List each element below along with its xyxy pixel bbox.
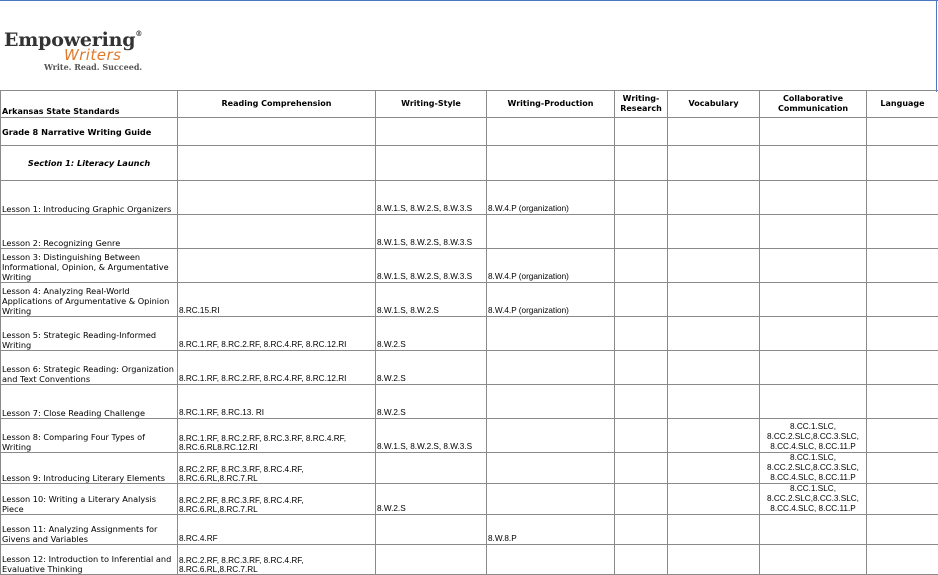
research-standards xyxy=(615,283,668,317)
reading-standards: 8.RC.15.RI xyxy=(178,283,376,317)
style-standards: 8.W.2.S xyxy=(376,351,487,385)
production-standards xyxy=(487,545,615,575)
reading-standards xyxy=(178,215,376,249)
production-standards xyxy=(487,453,615,484)
lesson-label: Lesson 6: Strategic Reading: Organization and Text Conventions xyxy=(1,351,178,385)
style-standards xyxy=(376,515,487,545)
research-standards xyxy=(615,515,668,545)
lesson-label: Lesson 10: Writing a Literary Analysis Piece xyxy=(1,484,178,515)
language-standards xyxy=(867,385,938,419)
table-row xyxy=(1,215,938,249)
research-standards xyxy=(615,249,668,283)
research-standards xyxy=(615,317,668,351)
header-row xyxy=(1,91,938,118)
table-row xyxy=(1,181,938,215)
lesson-label: Lesson 1: Introducing Graphic Organizers xyxy=(1,181,178,215)
research-standards xyxy=(615,351,668,385)
header-writing-production: Writing-Production xyxy=(487,91,615,118)
reading-standards: 8.RC.1.RF, 8.RC.13. RI xyxy=(178,385,376,419)
table-row xyxy=(1,385,938,419)
logo-sub: Writers xyxy=(64,46,122,64)
collab-standards xyxy=(760,515,867,545)
lesson-label: Lesson 8: Comparing Four Types of Writing xyxy=(1,419,178,453)
production-standards xyxy=(487,317,615,351)
style-standards: 8.W.1.S, 8.W.2.S, 8.W.3.S xyxy=(376,419,487,453)
style-standards xyxy=(376,453,487,484)
standards-table xyxy=(0,90,938,575)
guide-title: Grade 8 Narrative Writing Guide xyxy=(1,118,178,146)
collab-standards xyxy=(760,215,867,249)
table-row xyxy=(1,419,938,453)
research-standards xyxy=(615,545,668,575)
collab-standards xyxy=(760,317,867,351)
production-standards xyxy=(487,385,615,419)
style-standards xyxy=(376,545,487,575)
section-row xyxy=(1,146,938,181)
style-standards: 8.W.2.S xyxy=(376,317,487,351)
reading-standards: 8.RC.1.RF, 8.RC.2.RF, 8.RC.4.RF, 8.RC.12.RI xyxy=(178,351,376,385)
lesson-label: Lesson 5: Strategic Reading-Informed Writing xyxy=(1,317,178,351)
collab-standards xyxy=(760,181,867,215)
reading-standards xyxy=(178,249,376,283)
reading-standards: 8.RC.4.RF xyxy=(178,515,376,545)
page-header xyxy=(0,1,938,89)
production-standards xyxy=(487,215,615,249)
vocabulary-standards xyxy=(668,215,760,249)
collab-standards xyxy=(760,385,867,419)
style-standards: 8.W.1.S, 8.W.2.S, 8.W.3.S xyxy=(376,215,487,249)
table-row xyxy=(1,484,938,515)
research-standards xyxy=(615,419,668,453)
style-standards: 8.W.2.S xyxy=(376,385,487,419)
research-standards xyxy=(615,453,668,484)
style-standards: 8.W.2.S xyxy=(376,484,487,515)
vocabulary-standards xyxy=(668,545,760,575)
table-row xyxy=(1,515,938,545)
empowering-writers-logo xyxy=(4,29,164,79)
style-standards: 8.W.1.S, 8.W.2.S, 8.W.3.S xyxy=(376,181,487,215)
header-vocabulary: Vocabulary xyxy=(668,91,760,118)
collab-standards xyxy=(760,249,867,283)
reading-standards: 8.RC.2.RF, 8.RC.3.RF, 8.RC.4.RF, 8.RC.6.RL,8.RC.7.RL xyxy=(178,484,376,515)
table-row xyxy=(1,545,938,575)
lesson-label: Lesson 7: Close Reading Challenge xyxy=(1,385,178,419)
vocabulary-standards xyxy=(668,317,760,351)
lesson-label: Lesson 12: Introduction to Inferential and Evaluative Thinking xyxy=(1,545,178,575)
research-standards xyxy=(615,215,668,249)
collab-standards xyxy=(760,283,867,317)
header-writing-research: Writing- Research xyxy=(615,91,668,118)
production-standards: 8.W.4.P (organization) xyxy=(487,249,615,283)
table-row xyxy=(1,317,938,351)
language-standards xyxy=(867,283,938,317)
research-standards xyxy=(615,181,668,215)
vocabulary-standards xyxy=(668,385,760,419)
language-standards xyxy=(867,545,938,575)
guide-title-row xyxy=(1,118,938,146)
production-standards: 8.W.4.P (organization) xyxy=(487,181,615,215)
header-writing-style: Writing-Style xyxy=(376,91,487,118)
research-standards xyxy=(615,385,668,419)
logo-registered-mark: ® xyxy=(135,29,142,38)
reading-standards: 8.RC.1.RF, 8.RC.2.RF, 8.RC.3.RF, 8.RC.4.RF, 8.RC.6.RL8.RC.12.RI xyxy=(178,419,376,453)
logo-brand: Empowering xyxy=(4,29,135,51)
collab-standards: 8.CC.1.SLC, 8.CC.2.SLC,8.CC.3.SLC, 8.CC.4.SLC, 8.CC.11.P xyxy=(760,484,867,515)
production-standards xyxy=(487,351,615,385)
production-standards: 8.W.8.P xyxy=(487,515,615,545)
header-standards: Arkansas State Standards xyxy=(1,91,178,118)
logo-tagline: Write. Read. Succeed. xyxy=(44,62,142,72)
style-standards: 8.W.1.S, 8.W.2.S xyxy=(376,283,487,317)
language-standards xyxy=(867,249,938,283)
vocabulary-standards xyxy=(668,283,760,317)
collab-standards: 8.CC.1.SLC, 8.CC.2.SLC,8.CC.3.SLC, 8.CC.4.SLC, 8.CC.11.P xyxy=(760,453,867,484)
reading-standards: 8.RC.2.RF, 8.RC.3.RF, 8.RC.4.RF, 8.RC.6.RL,8.RC.7.RL xyxy=(178,453,376,484)
header-reading-comprehension: Reading Comprehension xyxy=(178,91,376,118)
vocabulary-standards xyxy=(668,484,760,515)
research-standards xyxy=(615,484,668,515)
table-row xyxy=(1,453,938,484)
vocabulary-standards xyxy=(668,351,760,385)
language-standards xyxy=(867,453,938,484)
vocabulary-standards xyxy=(668,249,760,283)
vocabulary-standards xyxy=(668,181,760,215)
production-standards: 8.W.4.P (organization) xyxy=(487,283,615,317)
language-standards xyxy=(867,419,938,453)
language-standards xyxy=(867,317,938,351)
lesson-label: Lesson 9: Introducing Literary Elements xyxy=(1,453,178,484)
style-standards: 8.W.1.S, 8.W.2.S, 8.W.3.S xyxy=(376,249,487,283)
language-standards xyxy=(867,351,938,385)
collab-standards xyxy=(760,351,867,385)
lesson-label: Lesson 3: Distinguishing Between Informational, Opinion, & Argumentative Writing xyxy=(1,249,178,283)
production-standards xyxy=(487,484,615,515)
language-standards xyxy=(867,181,938,215)
section-title: Section 1: Literacy Launch xyxy=(1,146,178,181)
production-standards xyxy=(487,419,615,453)
vocabulary-standards xyxy=(668,515,760,545)
language-standards xyxy=(867,515,938,545)
table-row xyxy=(1,351,938,385)
table-row xyxy=(1,283,938,317)
reading-standards xyxy=(178,181,376,215)
language-standards xyxy=(867,484,938,515)
vocabulary-standards xyxy=(668,419,760,453)
reading-standards: 8.RC.2.RF, 8.RC.3.RF, 8.RC.4.RF, 8.RC.6.RL,8.RC.7.RL xyxy=(178,545,376,575)
table-row xyxy=(1,249,938,283)
header-collaborative-communication: Collaborative Communication xyxy=(760,91,867,118)
lesson-label: Lesson 2: Recognizing Genre xyxy=(1,215,178,249)
collab-standards xyxy=(760,545,867,575)
lesson-label: Lesson 4: Analyzing Real-World Applications of Argumentative & Opinion Writing xyxy=(1,283,178,317)
language-standards xyxy=(867,215,938,249)
header-language: Language xyxy=(867,91,938,118)
collab-standards: 8.CC.1.SLC, 8.CC.2.SLC,8.CC.3.SLC, 8.CC.4.SLC, 8.CC.11.P xyxy=(760,419,867,453)
vocabulary-standards xyxy=(668,453,760,484)
reading-standards: 8.RC.1.RF, 8.RC.2.RF, 8.RC.4.RF, 8.RC.12.RI xyxy=(178,317,376,351)
lesson-label: Lesson 11: Analyzing Assignments for Givens and Variables xyxy=(1,515,178,545)
